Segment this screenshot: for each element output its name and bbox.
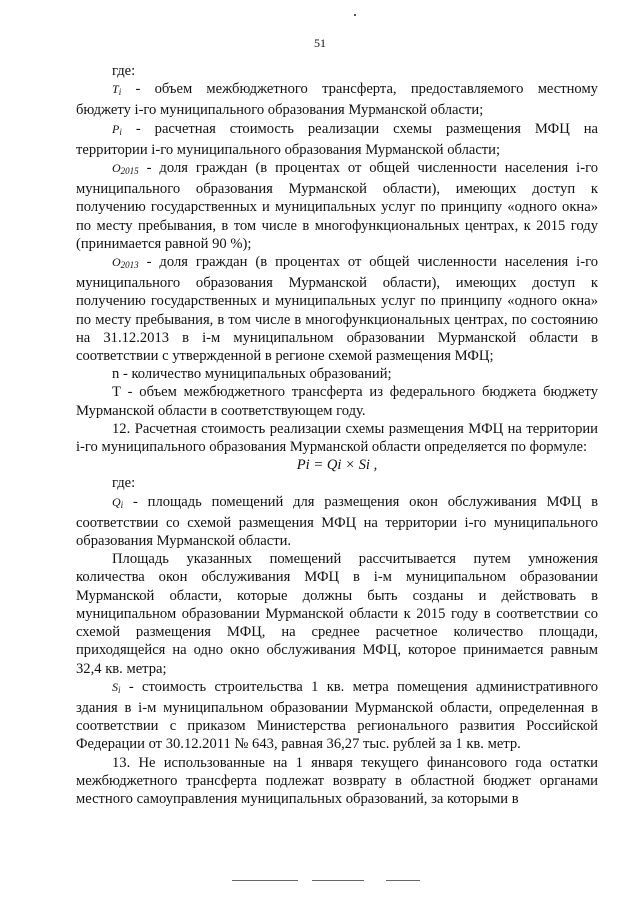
- footer-rule-mid: [312, 880, 364, 881]
- item-12: 12. Расчетная стоимость реализации схемы размещения МФЦ на территории i-го муниципального образования Мурманской области определяется по формуле:: [76, 420, 598, 456]
- def-p-line2: территории i-го муниципального образования Мурманской области;: [76, 141, 501, 158]
- document-body: [76, 62, 598, 808]
- def-total-t: Т - объем межбюджетного трансферта из федерального бюджета бюджету Мурманской области в соответствующем году.: [76, 384, 598, 419]
- def-o2013-line1: $O_{2013}$ - доля граждан (в процентах от общей численности населения i-го: [112, 254, 599, 271]
- formula: Pi = Qi × Si ,: [296, 457, 378, 474]
- def-t-line2: бюджету i-го муниципального образования Мурманской области;: [76, 102, 484, 119]
- def-q-rest: соответствии со схемой размещения МФЦ на территории i-го муниципального образования Мурманской области.: [76, 514, 598, 550]
- symbol-s: $S_i$: [112, 679, 121, 695]
- scan-mark: [354, 14, 356, 16]
- def-n: n - количество муниципальных образований;: [112, 366, 392, 383]
- where-label-2: где:: [112, 475, 136, 492]
- def-s-rest: здания в i-м муниципальном образовании Мурманской области, определенная в соответствии с приказом Министерства регионального развития Российской Федерации от 30.12.2011 № 643, равная 36,27 тыс. рублей за 1 кв. метр.: [76, 699, 598, 753]
- page-number: 51: [314, 36, 326, 50]
- symbol-t: $T_i$: [112, 82, 122, 98]
- def-s-line1: $S_i$ - стоимость строительства 1 кв. метра помещения административного: [112, 678, 598, 695]
- def-q-line1: $Q_i$ - площадь помещений для размещения окон обслуживания МФЦ в: [112, 493, 598, 510]
- symbol-o2015: $O_{2015}$: [112, 161, 139, 177]
- symbol-q: $Q_i$: [112, 494, 124, 510]
- def-p-line1: $P_i$ - расчетная стоимость реализации схемы размещения МФЦ на: [112, 120, 598, 137]
- symbol-p: $P_i$: [112, 121, 122, 137]
- footer-rule-left: [232, 880, 298, 881]
- def-o2015-rest: муниципального образования Мурманской области), имеющих доступ к получению государственных и муниципальных услуг по принципу «одного окна» по месту пребывания, в том числе в многофункциональных центрах, к 2015 году (принимается равной 90 %);: [76, 181, 598, 252]
- def-o2013-rest: муниципального образования Мурманской области), имеющих доступ к получению государственных и муниципальных услуг по принципу «одного окна» по месту пребывания, в том числе в многофункциональных центрах, по состоянию на 31.12.2013 в i-м муниципальном образовании Мурманской области в соответствии с утвержденной в регионе схемой размещения МФЦ;: [76, 275, 598, 365]
- def-t-line1: $T_i$ - объем межбюджетного трансферта, предоставляемого местному: [112, 81, 598, 98]
- item-13: 13. Не использованные на 1 января текущего финансового года остатки межбюджетного трансферта подлежат возврату в областной бюджет органами местного самоуправления муниципальных образований, за которыми в: [76, 754, 598, 807]
- area-paragraph: Площадь указанных помещений рассчитывается путем умножения количества окон обслуживания МФЦ в i-м муниципальном образовании Мурманской области, которые должны быть созданы и действовать в муниципальном образовании Мурманской области к 2015 году в соответствии со схемой размещения МФЦ, на среднее расчетное количество площади, приходящейся на одно окно обслуживания МФЦ, которое принимается равным 32,4 кв. метра;: [76, 551, 598, 677]
- def-o2015-line1: $O_{2015}$ - доля граждан (в процентах от общей численности населения i-го: [112, 160, 599, 177]
- where-label: где:: [112, 63, 136, 79]
- symbol-o2013: $O_{2013}$: [112, 255, 139, 271]
- footer-rule-right: [386, 880, 420, 881]
